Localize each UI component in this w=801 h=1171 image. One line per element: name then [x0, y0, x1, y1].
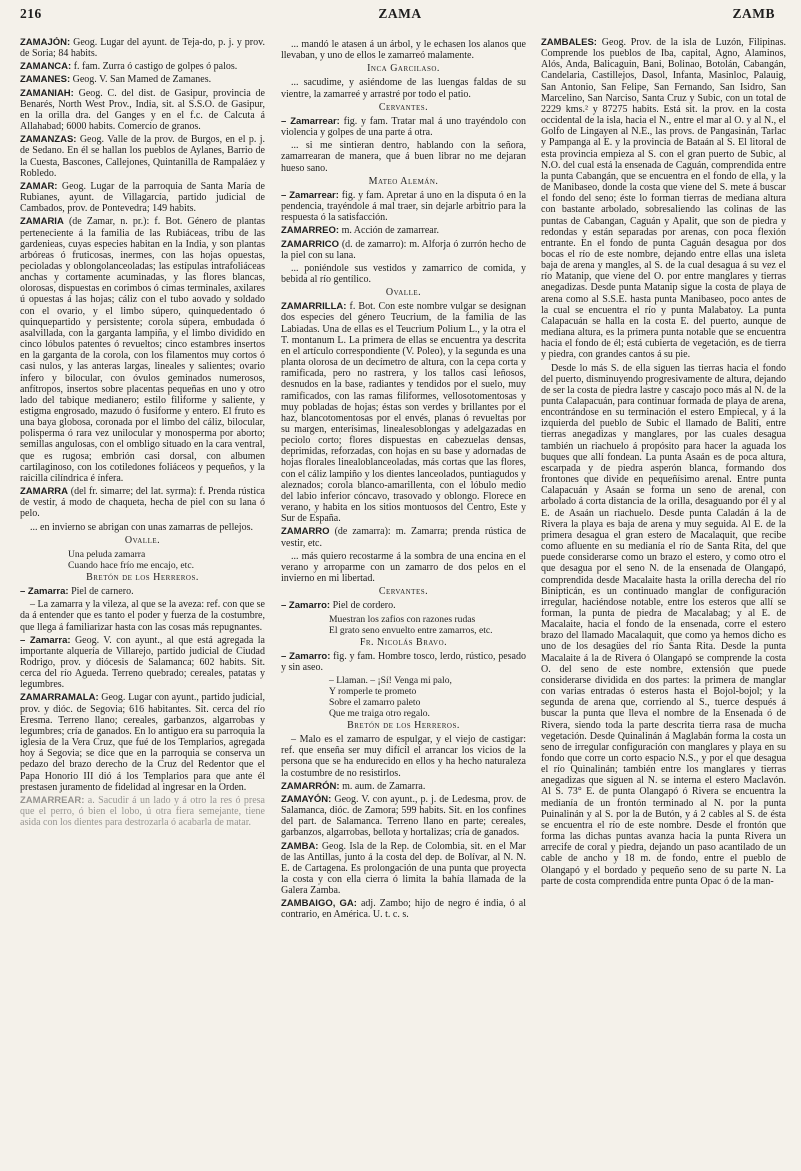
quotation: ... en invierno se abrigan con unas zamarras de pellejos.	[30, 521, 253, 533]
dictionary-entry	[281, 190, 526, 223]
dictionary-entry	[20, 37, 265, 59]
quote-author: Mateo Alemán.	[368, 175, 439, 187]
dictionary-entry	[20, 795, 265, 828]
entry-headword: ZAMARRICO	[281, 238, 340, 250]
column-right	[541, 37, 786, 1167]
entry-headword: ZAMARREAR:	[20, 794, 85, 806]
dictionary-entry	[281, 225, 526, 236]
dictionary-entry	[20, 486, 265, 519]
entry-headword: ZAMANES:	[20, 74, 71, 86]
entry-headword: ZAMARRILLA:	[281, 301, 347, 313]
dictionary-entry	[541, 37, 786, 361]
entry-definition: Piel de carnero.	[68, 586, 134, 598]
entry-headword: ZAMAYÓN:	[281, 793, 332, 805]
verse-line: – Llaman. – ¡Sí! Venga mi palo,	[329, 674, 452, 686]
entry-headword: – Zamarra:	[20, 634, 71, 646]
column-left	[20, 37, 265, 1167]
entry-definition: (de Zamar, n. pr.): f. Bot. Género de plantas perteneciente á la familia de las Rubiáceas, tribu de las gardenieas, cuyas especies habitan en la India, y son plantas arbóreas ó fruticosas, inermes, con las hojas opuestas, pecioladas y oblongolanceoladas; las estípulas intrafoliáceas anchas y cortamente acuminadas, y las flores blancas, olorosas, dispuestas en corimbos ó cimas terminales, axilares ú opuestas á las hojas; cáliz con el tubo aovado y soldado con el ovario, y el limbo súpero, quinquedentado ó quinquepartido y persistente; corola súpera, embudada ó asalvillada, con la garganta lampiña, y el limbo dividido en cinco lóbulos patentes ó revueltos; cinco estambres insertos en la garganta de la corola, con los filamentos muy cortos ó casi nulos, y las anteras largas, lineales y salientes; ovario ínfero y bilocular, con óvulos geminados numerosos, anfítropos, insertos sobre placentas pequeñas en uno y otro lado del tabique medianero; estilo filiforme y saliente, y estigma engrosado, mazudo ó fusiforme y entero. El fruto es una baya globosa, coronada por el limbo del cáliz, bilocular, polisperma ó rara vez unilocular y monosperma por aborto; semillas angulosas, con el ombligo situado en la cara ventral, que es rugosa; embrión casi dorsal, con albumen cartilaginoso, con los cotiledones foliáceos y pequeños, y la raicilla cilíndrica é ínfera.	[20, 216, 265, 484]
dictionary-entry	[281, 116, 526, 138]
entry-definition: m. Acción de zamarrear.	[339, 225, 440, 237]
entry-definition: adj. Zambo; hijo de negro é india, ó al contrario, en América. U. t. c. s.	[281, 898, 526, 921]
entry-definition: f. Bot. Con este nombre vulgar se designan dos especies del género Teucrium, de la familia de las Labiadas. Una de ellas es el Teucrium Polium L., y la otra el T. montanum L. La primera de ellas se encuentra ya descrita en el artículo correspondiente (V. Poleo), y la segunda es una planta olorosa de un decímetro de altura, con la cepa corta y ramificada, pero no rastrera, y los tallos casi leñosos, desnudos en la base, radiantes y tendidos por el suelo, muy ramificados, con las ramas filiformes, vellosotomentosas y muy pobladas de hojas; éstas son verdes y brillantes por el haz, blancotomentosas por el envés, planas ó revueltas por su margen, enterísimas, linealesoblongas y adelgazadas en peciolo corto; flores dispuestas en cabezuelas densas, deprimidas, reforzadas, con hojas en su base y adornadas de hojas florales linealoblanceoladas, más cortas que las flores, con el cáliz lampiño y los dientes lanceolados, puntiagudos y aleznados; corola blanco-amarillenta, con el lóbulo medio del labio inferior cóncavo, trasovado y oblongo. Florece en verano, y habita en los sitios montuosos del Centro, Este y Sur de España.	[281, 301, 526, 525]
quote-author: Fr. Nicolás Bravo.	[359, 636, 448, 648]
dictionary-entry	[281, 841, 526, 897]
dictionary-entry	[281, 651, 526, 673]
verse-line: Y romperle te prometo	[329, 685, 417, 697]
quote-author: Bretón de los Herreros.	[347, 719, 460, 731]
dictionary-entry	[281, 898, 526, 920]
dictionary-entry	[281, 239, 526, 261]
dictionary-entry	[281, 301, 526, 524]
dictionary-entry	[20, 586, 265, 597]
verse-line: Sobre el zamarro paleto	[329, 696, 421, 708]
quotation: – Malo es el zamarro de espulgar, y el viejo de castigar: ref. que enseña ser muy difícil el arrancar los vicios de la persona que se ha endurecido en ellos y ha hecho naturaleza la costumbre de no resistirlos.	[281, 734, 526, 779]
dictionary-entry	[20, 74, 265, 85]
dictionary-entry	[281, 781, 526, 792]
dictionary-entry	[20, 61, 265, 72]
quotation: Desde lo más S. de ella siguen las tierras hacia el fondo del puerto, disminuyendo progresivamente de altura, dejando de ser la costa de piedra lastre y cascajo poco más al N. de la punta Calapacuán, para continuar formada de playa de arena, encontrándose en su terminación el estero Empiecal, y á la izquierda del pueblo de Subic el llamado de Balití, entre tierras anegadizas y manglares, por las cuales desagua también un riachuelo á propósito para hacer la aguada los buques que allí fondean. La punta Asaán es de poca altura, escarpada y de piedra asperón blanca, formando dos frontones que divide en pequeñísimo arenal. Entre punta Calapacuán y Asaán se forma un seno de arenal, con arbolado á corta distancia de la orilla, desaguando por él y al E. de Asaán un riachuelo. Desde punta Caladán á la de Rivera la playa es baja de arena y muy seguida. Al E. de la primera desagua el gran estero de Macalaquit, que recibe como afluente en su medianía el río de Santa Rita, del que puede considerarse como un brazo el estero, y como otro el que desagua por el seno N. de la ensenada de Olangapó, comprendida desde Macalaite hasta la orilla derecha del río Binipticán, es un continuado manglar de configuración irregular, haciéndose notable, entre los esteros que allí se forman, la punta de piedra de Macalabag; y al E. de Macalaite, hacia el fondo de la ensenada, corre el estero brazo del llamado Macalaquit, que como ya hemos dicho es uno de los desagües del río Santa Rita. Desde la punta Macalaite á la de Rivera ó Olangapó se comprende la costa O. del seno de este nombre, extensión que puede considerarse dividida en dos partes: la primera de manglar con varias entradas ó esteros hasta el Bojol-bojol; y la segunda de arena que, corriendo al S., tuerce después á buscar la punta que lleva el nombre de la Ensenada ó de Rivera, siendo toda la parte descrita tierra rasa de mucha vegetación. Desde Quinalinán á Maglabán forma la costa un seno de irregular configuración con manglares y playa en su fondo que corre un corto espacio N.S., y por el que desagua el río Quinalinán; también entre los manglares y tierras anegadizas que siguen al N. se interna el estero Maclavón. Al S. 73° E. de punta Olangapó ó Rivera se encuentra la medianía de un frontón terminado al N. por la punta Puinalinán y al S. por la de Butón, y á 2 cables al S. de ésta se encuentra el río de este nombre. Desde el frontón que forma las dichas puntas avanza hacia la punta Rivera un arrecife de coral y piedra, dejando un paso acantilado de un cable de ancho y 18 m. de fondo, entre el pueblo de Olangapó y el bordado y pequeño seno de su parte N. La parte de costa comprendida entre punta Opac ó de la man-	[541, 362, 786, 887]
quote-author: Inca Garcilaso.	[367, 63, 440, 75]
entry-definition: Geog. Valle de la prov. de Burgos, en el p. j. de Sedano. En él se hallan los pueblos de Aylanes, Barrio de la Cuesta, Bascones, Callejones, Quintanilla de Rampaláez y Robledo.	[20, 134, 265, 179]
entry-definition: fig. y fam. Tratar mal á uno trayéndolo con violencia y golpes de una parte á otra.	[281, 115, 526, 139]
entry-headword: ZAMBALES:	[541, 37, 597, 48]
page-number: 216	[20, 6, 42, 21]
dictionary-entry	[20, 635, 265, 691]
entry-headword: ZAMARIA	[20, 216, 64, 228]
entry-headword: – Zamarrear:	[281, 115, 340, 127]
entry-definition: Geog. V. San Mamed de Zamanes.	[70, 74, 212, 86]
entry-headword: ZAMBA:	[281, 840, 319, 852]
entry-headword: – Zamarro:	[281, 600, 331, 612]
dictionary-entry	[20, 134, 265, 179]
quote-author: Ovalle.	[385, 287, 422, 299]
entry-definition: Piel de cordero.	[330, 600, 396, 612]
entry-headword: ZAMBAIGO, GA:	[281, 898, 357, 910]
quotation: – La zamarra y la vileza, al que se la aveza: ref. con que se da á entender que es tanto el poder y fuerza de la costumbre, que llega á familiarizar hasta con las cosas más repugnantes.	[20, 599, 265, 633]
entry-headword: ZAMARRÓN:	[281, 780, 340, 792]
verse-line: Cuando hace frío me encajo, etc.	[68, 559, 194, 571]
entry-headword: ZAMARRA	[20, 486, 69, 498]
column-middle	[281, 37, 526, 1167]
entry-headword: ZAMANCA:	[20, 61, 72, 73]
verse-line: Muestran los zafios con razones rudas	[329, 613, 476, 625]
entry-definition: Geog. V. con ayunt., al que está agregada la importante alquería de Villarejo, partido judicial de Ciudad Rodrigo, prov. y diócesis de Salamanca; 602 habits. Sit. cerca del río Agueda. Terreno quebrado; cereales, patatas y legumbres.	[20, 634, 265, 691]
entry-headword: ZAMARREO:	[281, 225, 340, 237]
dictionary-entry	[281, 526, 526, 548]
entry-headword: ZAMAR:	[20, 180, 58, 192]
running-head-center: ZAMA	[378, 6, 422, 21]
entry-headword: ZAMARRAMALA:	[20, 692, 99, 704]
entry-definition: fig. y fam. Apretar á uno en la disputa ó en la pendencia, trayéndole á mal traer, sin dejarle arbitrio para la respuesta ó la satisfacción.	[281, 189, 526, 224]
dictionary-entry	[281, 600, 526, 611]
quotation: ... sacudime, y asiéndome de las luengas faldas de su vientre, la zamarreé y arrastré por todo el patio.	[281, 77, 526, 100]
page-header	[0, 6, 801, 28]
quote-author: Cervantes.	[378, 586, 429, 598]
dictionary-entry	[20, 216, 265, 484]
entry-headword: ZAMARRO	[281, 526, 330, 538]
entry-definition: f. fam. Zurra ó castigo de golpes ó palos.	[71, 61, 238, 73]
dictionary-entry	[20, 88, 265, 133]
dictionary-entry	[20, 692, 265, 792]
entry-definition: (del fr. simarre; del lat. syrma): f. Prenda rústica de vestir, á modo de chaqueta, hecha de piel con su lana ó pelo.	[20, 486, 265, 520]
entry-definition: Geog. Lugar de la parroquia de Santa María de Rubianes, ayunt. de Villagarcía, partido judicial de Cambados, prov. de Pontevedra; 149 habits.	[20, 180, 265, 215]
entry-definition: (d. de zamarro): m. Alforja ó zurrón hecho de la piel con su lana.	[281, 238, 526, 261]
verse-line: Una peluda zamarra	[68, 548, 146, 560]
entry-headword: – Zamarro:	[281, 650, 331, 662]
entry-definition: m. aum. de Zamarra.	[339, 780, 426, 792]
quotation: ... poniéndole sus vestidos y zamarrico de comida, y bebida al río gentílico.	[281, 262, 526, 285]
quote-author: Bretón de los Herreros.	[86, 571, 199, 583]
entry-headword: ZAMAJÓN:	[20, 37, 71, 48]
entry-definition: a. Sacudir á un lado y á otro la res ó presa que el perro, ó bien el lobo, ú otra fiera semejante, tiene asida con los dientes para destrozarla ó acabarla de matar.	[20, 794, 265, 829]
entry-definition: Geog. V. con ayunt., p. j. de Ledesma, prov. de Salamanca, dióc. de Zamora; 599 habits. Sit. en los confines del part. de Salamanca. Terreno llano en parte; cereales, garbanzos, algarrobas, bellota y hortalizas; cría de ganados.	[281, 793, 526, 839]
dictionary-entry	[20, 181, 265, 214]
dictionary-entry	[281, 794, 526, 839]
entry-definition: (de zamarra): m. Zamarra; prenda rústica de vestir, etc.	[281, 526, 526, 549]
entry-headword: – Zamarrear:	[281, 189, 339, 201]
entry-headword: – Zamarra:	[20, 586, 69, 598]
verse-line: El grato seno envuelto entre zamarros, etc.	[329, 624, 493, 636]
entry-definition: Geog. Isla de la Rep. de Colombia, sit. en el Mar de las Antillas, junto á la costa del dep. de Bolívar, al N. N. E. de Cartagena. Es prolongación de una punta que proyecta la costa y con ella cierra ó limita la bahía llamada de la Galera Zamba.	[281, 840, 526, 897]
entry-definition: fig. y fam. Hombre tosco, lerdo, rústico, pesado y sin aseo.	[281, 650, 526, 673]
entry-headword: ZAMANIAH:	[20, 87, 74, 99]
quotation: ... mandó le atasen á un árbol, y le echasen los alanos que llevaban, y uno de ellos le zamarreó malamente.	[281, 39, 526, 62]
entry-definition: Geog. Lugar del ayunt. de Teja-do, p. j. y prov. de Soria; 84 habits.	[20, 37, 265, 60]
quotation: ... más quiero recostarme á la sombra de una encina en el verano y arroparme con un zamarro de dos pelos en el invierno en mi libertad.	[281, 550, 526, 585]
quotation: ... si me sintieran dentro, hablando con la señora, zamarrearan de manera, que á buen librar no me dejaran hueso sano.	[281, 140, 526, 174]
entry-definition: Geog. C. del dist. de Gasipur, provincia de Benarés, North West Prov., India, sit. al S.S.O. de Gasipur, en la orilla dra. del Ganges y en el f.c. de Calcuta á Allahabad; 6000 habits. Comercio de granos.	[20, 87, 265, 133]
running-head-right: ZAMB	[732, 6, 775, 21]
quote-author: Cervantes.	[378, 101, 429, 113]
entry-definition: Geog. Prov. de la isla de Luzón, Filipinas. Comprende los pueblos de Iba, capital, Agno, Alaminos, Alós, Anda, Balicaguin, Bani, Bolinao, Botolán, Cabangán, Candelaria, Castillejos, Dasol, Infanta, Masinloc, Palauig, San Antonio, San Felipe, San Fernando, San Isidro, San Marcelino, San Narciso, Santa Cruz y Subic, con un total de 2229 kms.² y 87275 habits. Está sit. la prov. en la costa occidental de la isla, hacia el N., entre el mar al O. y al N., el Golfo de Lingayen al N.E., las provs. de Pangasinán, Tarlac y Pampanga al E. y la provincia de Bataán al S. El litoral de esta provincia empieza al S. con el gran puerto de Subic, al N.O. del cual está la ensenada de Caguán, comprendida entre la punta Cabangán, que se encuentra en el fondo de ella, y la de Manibaseo, donde la costa que viene del S. mete á buscar el fondo del seno; éste lo forman tierras de mediana altura con bastante arbolado, sobresaliendo las colinas de las puntas de Cabangan, Caguán y Apalit, que son de piedra y redondas y están separadas por arenas, con poca flexión entrante. En el fondo de punta Caguán desagua por dos bocas el río de este nombre, dejando entre ellas una isleta baja de arena y mangles, al S. de la cual desagua á su vez el río Matanip, que viene del O. por entre manglares y tierras anegadizas. Desde punta Matanip sigue la costa de playa de arena como al S.S.E. hasta punta Manibaseo, poco antes de la cual se encuentra el río y punta Malabatoy. La punta Calapacuán se halla en la costa E. del puerto, aunque de mediana altura, es la primera punta notable que se encuentra hacia el fondo de él; está cubierta de vegetación, es de tierra y piedra, con grandes cantos á su pie.	[541, 37, 786, 361]
entry-headword: ZAMANZAS:	[20, 134, 77, 146]
verse-line: Que me traiga otro regalo.	[329, 707, 430, 719]
quote-author: Ovalle.	[124, 534, 161, 546]
entry-definition: Geog. Lugar con ayunt., partido judicial, prov. y dióc. de Segovia; 616 habitantes. Sit. cerca del río Eresma. Terreno llano; cereales, garbanzos, algarrobas y legumbres; cría de ganados. En lo antiguo era su parroquia la iglesia de la Vera Cruz, que fué de los Templarios, agregada hoy á Segovia; se dice que en la parroquia se conserva un pedazo del brazo derecho de la Cruz del Redentor que el Papa Honorio III dió á los Templarios para que ante él prestasen juramento de fidelidad al ingresar en la Orden.	[20, 692, 265, 793]
